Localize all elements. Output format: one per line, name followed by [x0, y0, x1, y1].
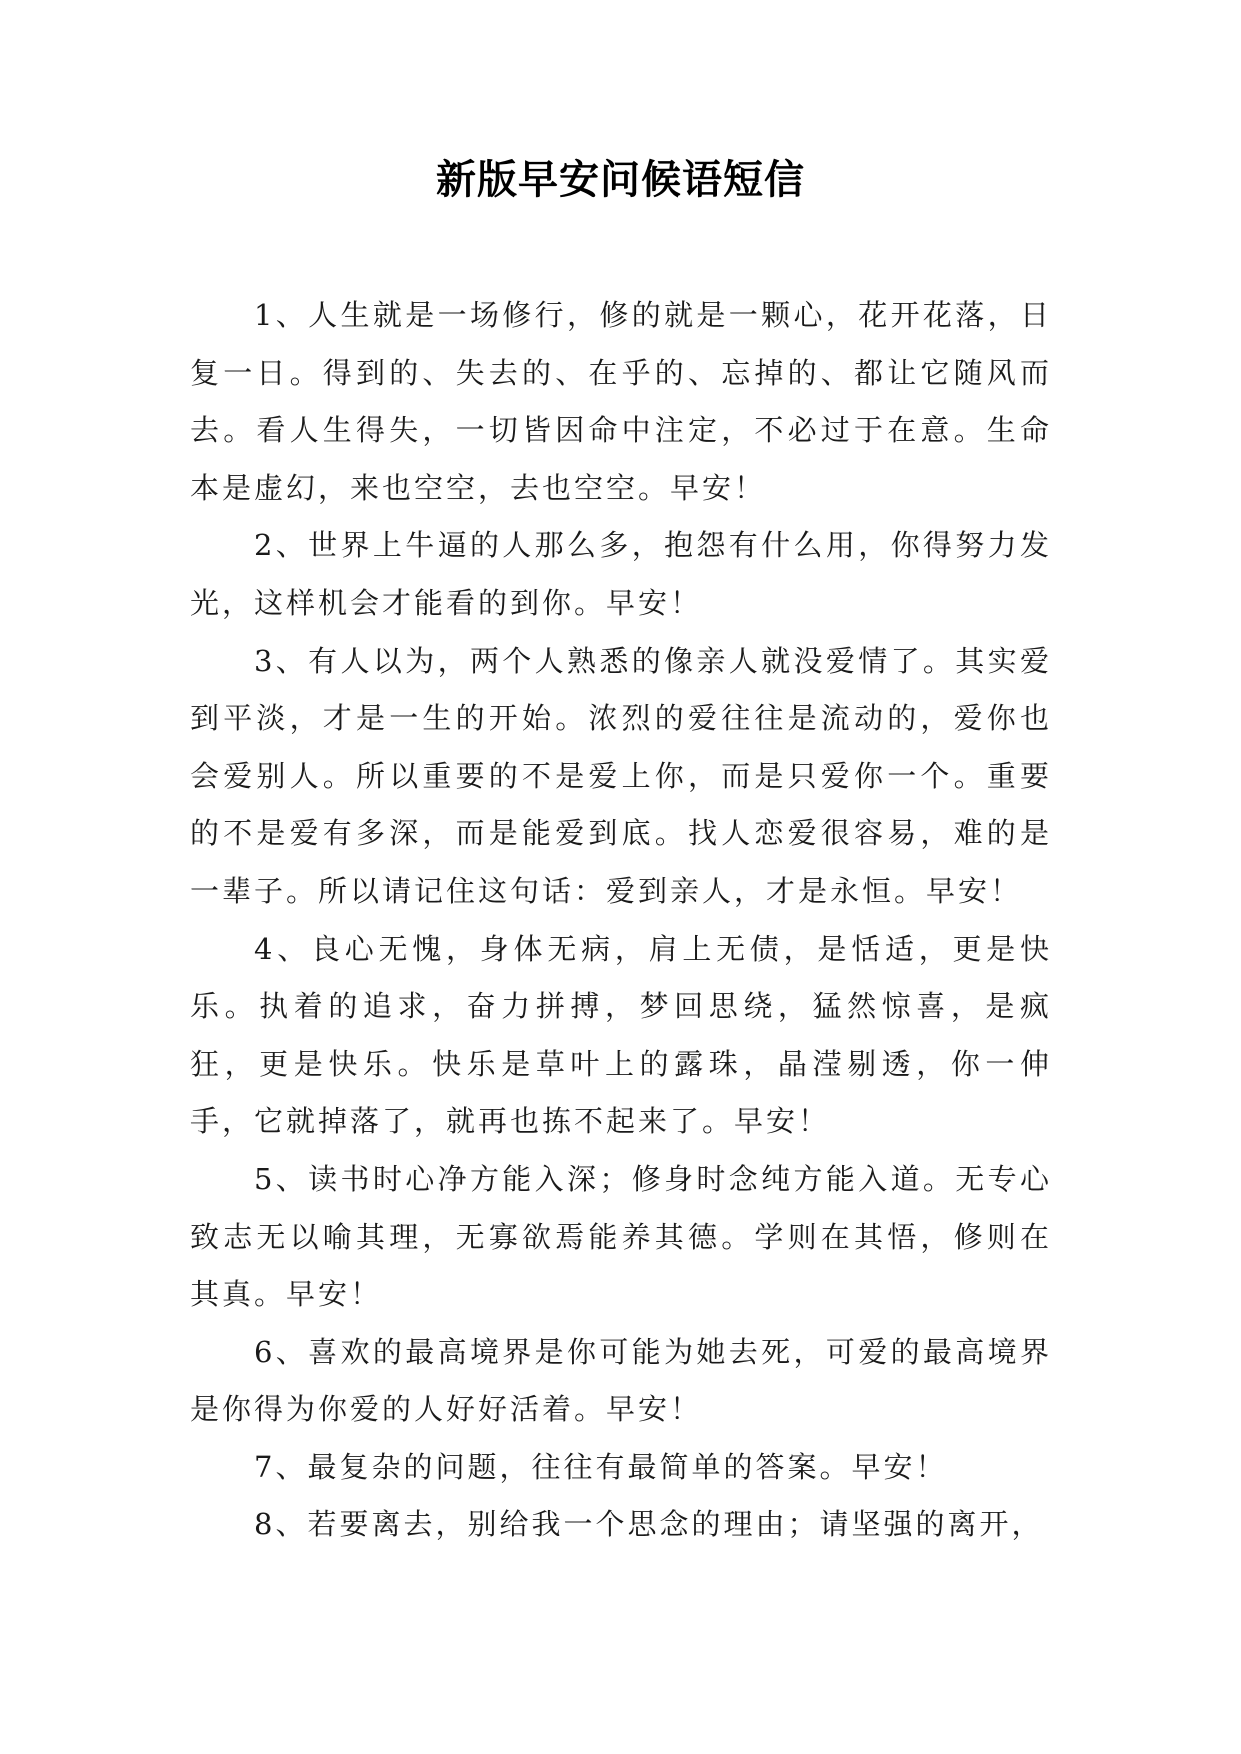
document-title: 新版早安问候语短信	[436, 157, 805, 203]
paragraph-4: 4、良心无愧，身体无病，肩上无债，是恬适，更是快乐。执着的追求，奋力拼搏，梦回思绕，猛然惊喜，是疯狂，更是快乐。快乐是草叶上的露珠，晶滢剔透，你一伸手，它就掉落了，就再也拣不起来了。早安！	[190, 931, 1052, 1139]
paragraph-6: 6、喜欢的最高境界是你可能为她去死，可爱的最高境界是你得为你爱的人好好活着。早安！	[190, 1334, 1052, 1427]
paragraph-3: 3、有人以为，两个人熟悉的像亲人就没爱情了。其实爱到平淡，才是一生的开始。浓烈的爱往往是流动的，爱你也会爱别人。所以重要的不是爱上你，而是只爱你一个。重要的不是爱有多深，而是能爱到底。找人恋爱很容易，难的是一辈子。所以请记住这句话：爱到亲人，才是永恒。早安！	[190, 643, 1052, 908]
document-body	[190, 287, 1052, 1554]
paragraph-1: 1、人生就是一场修行，修的就是一颗心，花开花落，日复一日。得到的、失去的、在乎的、忘掉的、都让它随风而去。看人生得失，一切皆因命中注定，不必过于在意。生命本是虚幻，来也空空，去也空空。早安！	[190, 298, 1052, 505]
paragraph-2: 2、世界上牛逼的人那么多，抱怨有什么用，你得努力发光，这样机会才能看的到你。早安！	[190, 528, 1052, 620]
paragraph-7: 7、最复杂的问题，往往有最简单的答案。早安！	[254, 1449, 948, 1484]
paragraph-8: 8、若要离去，别给我一个思念的理由；请坚强的离开，	[254, 1507, 1044, 1542]
paragraph-5: 5、读书时心净方能入深；修身时念纯方能入道。无专心致志无以喻其理，无寡欲焉能养其德。学则在其悟，修则在其真。早安！	[190, 1161, 1052, 1312]
